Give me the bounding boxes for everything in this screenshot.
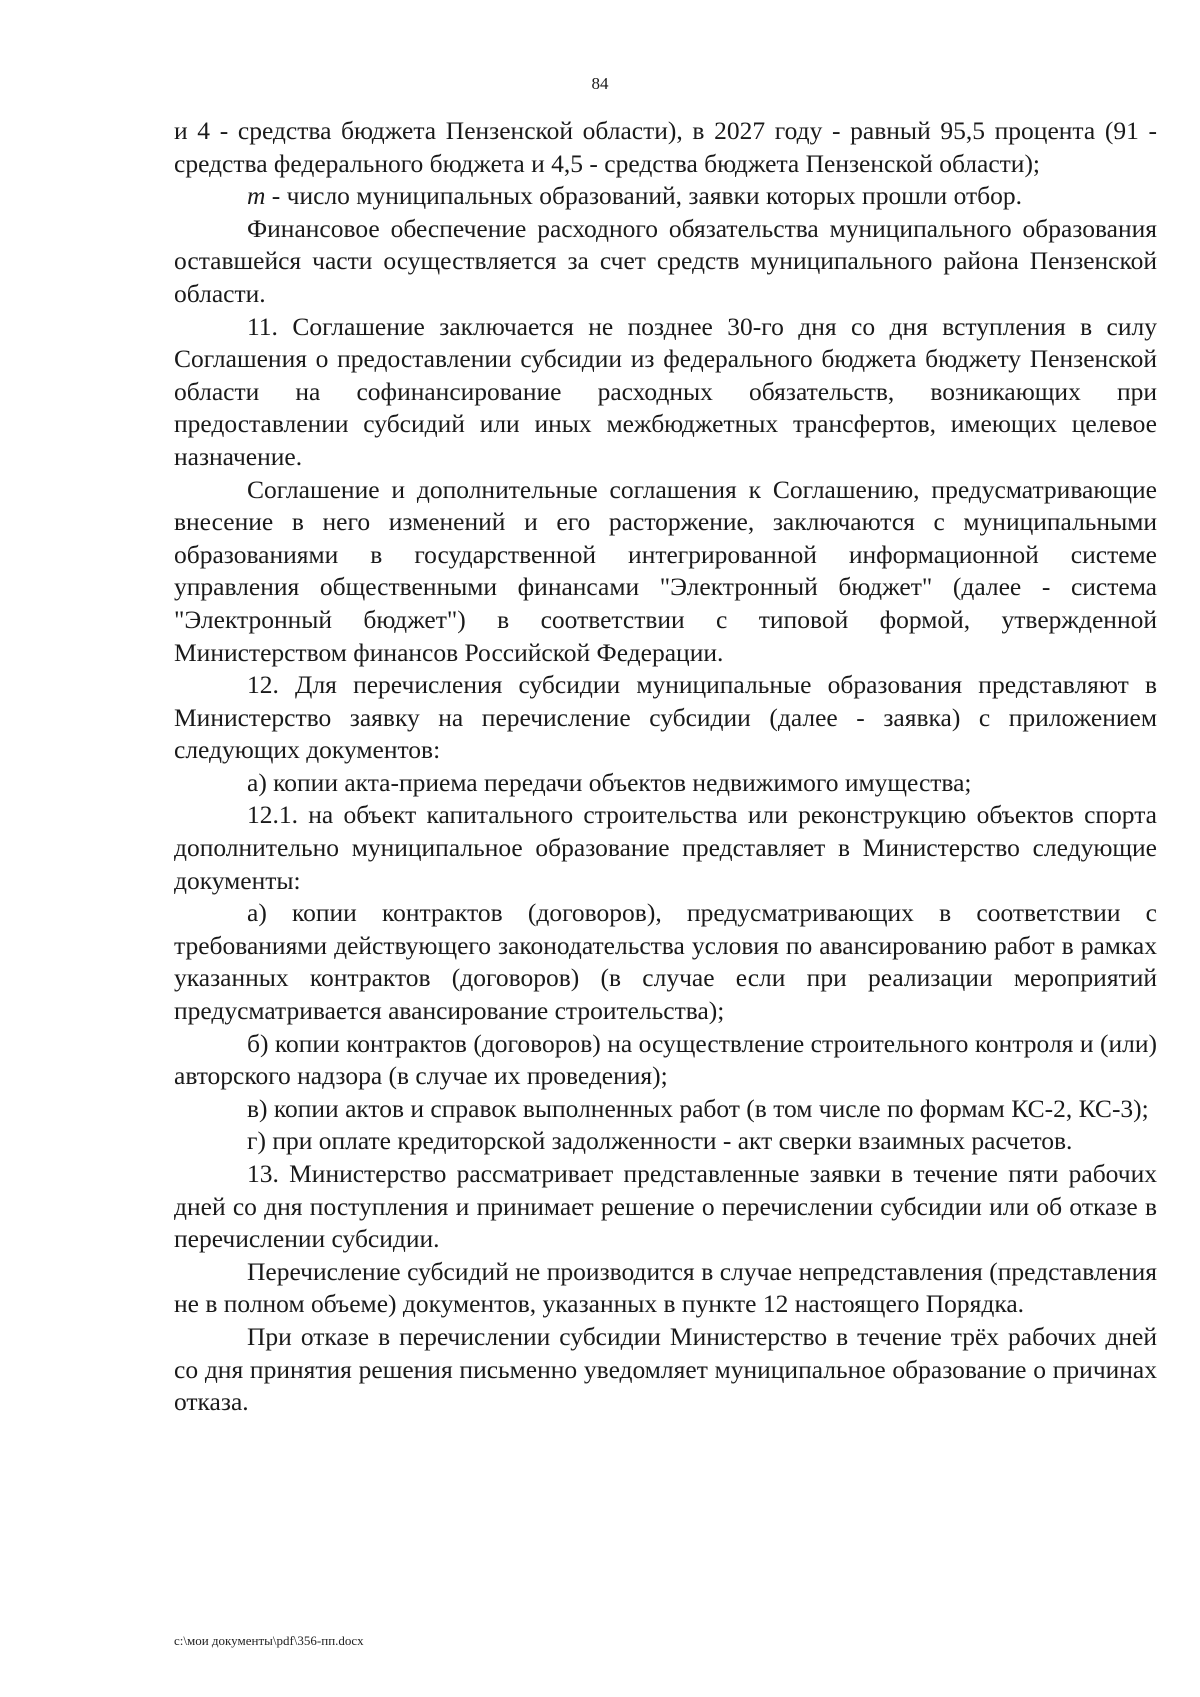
- paragraph-no-transfer: Перечисление субсидий не производится в случае непредставления (представления не в полном объеме) документов, указанных в пункте 12 настоящего Порядка.: [174, 1256, 1157, 1319]
- paragraph-budget-shares: и 4 - средства бюджета Пензенской области), в 2027 году - равный 95,5 процента (91 - средства федерального бюджета и 4,5 - средства бюджета Пензенской области);: [174, 116, 1157, 178]
- paragraph-item-12-1-a: а) копии контрактов (договоров), предусматривающих в соответствии с требованиями действующего законодательства условия по авансированию работ в рамках указанных контрактов (договоров) (в случае если при реализации мероприятий предусматривается авансирование строительства);: [174, 898, 1157, 1026]
- paragraph-item-12-1-g: г) при оплате кредиторской задолженности - акт сверки взаимных расчетов.: [247, 1126, 1073, 1156]
- document-body: [174, 115, 1157, 1419]
- variable-m-definition: - число муниципальных образований, заявки которых прошли отбор.: [265, 181, 1022, 211]
- page-number: 84: [591, 74, 609, 93]
- paragraph-agreements: Соглашение и дополнительные соглашения к Соглашению, предусматривающие внесение в него изменений и его расторжение, заключаются с муниципальными образованиями в государственной интегрированной информационной системе управления общественными финансами "Электронный бюджет" (далее - система "Электронный бюджет") в соответствии с типовой формой, утвержденной Министерством финансов Российской Федерации.: [174, 474, 1157, 667]
- paragraph-item-13: 13. Министерство рассматривает представленные заявки в течение пяти рабочих дней со дня поступления и принимает решение о перечислении субсидии или об отказе в перечислении субсидии.: [174, 1159, 1157, 1254]
- paragraph-item-12-a: а) копии акта-приема передачи объектов недвижимого имущества;: [247, 767, 972, 797]
- footer-file-path: c:\мои документы\pdf\356-пп.docx: [174, 1633, 364, 1648]
- paragraph-refusal-notice: При отказе в перечислении субсидии Министерство в течение трёх рабочих дней со дня принятия решения письменно уведомляет муниципальное образование о причинах отказа.: [174, 1321, 1157, 1417]
- paragraph-item-12-1: 12.1. на объект капитального строительства или реконструкцию объектов спорта дополнительно муниципальное образование представляет в Министерство следующие документы:: [174, 800, 1157, 895]
- paragraph-item-12: 12. Для перечисления субсидии муниципальные образования представляют в Министерство заявку на перечисление субсидии (далее - заявка) с приложением следующих документов:: [174, 670, 1157, 765]
- paragraph-item-11: 11. Соглашение заключается не позднее 30-го дня со дня вступления в силу Соглашения о предоставлении субсидии из федерального бюджета бюджету Пензенской области на софинансирование расходных обязательств, возникающих при предоставлении субсидий или иных межбюджетных трансфертов, имеющих целевое назначение.: [174, 311, 1157, 471]
- paragraph-variable-m: [174, 180, 1157, 213]
- paragraph-item-12-1-v: в) копии актов и справок выполненных работ (в том числе по формам КС-2, КС-3);: [247, 1093, 1149, 1123]
- paragraph-item-12-1-b: б) копии контрактов (договоров) на осуществление строительного контроля и (или) авторского надзора (в случае их проведения);: [174, 1028, 1157, 1091]
- variable-m: m: [247, 181, 266, 211]
- paragraph-financing: Финансовое обеспечение расходного обязательства муниципального образования оставшейся части осуществляется за счет средств муниципального района Пензенской области.: [174, 213, 1157, 308]
